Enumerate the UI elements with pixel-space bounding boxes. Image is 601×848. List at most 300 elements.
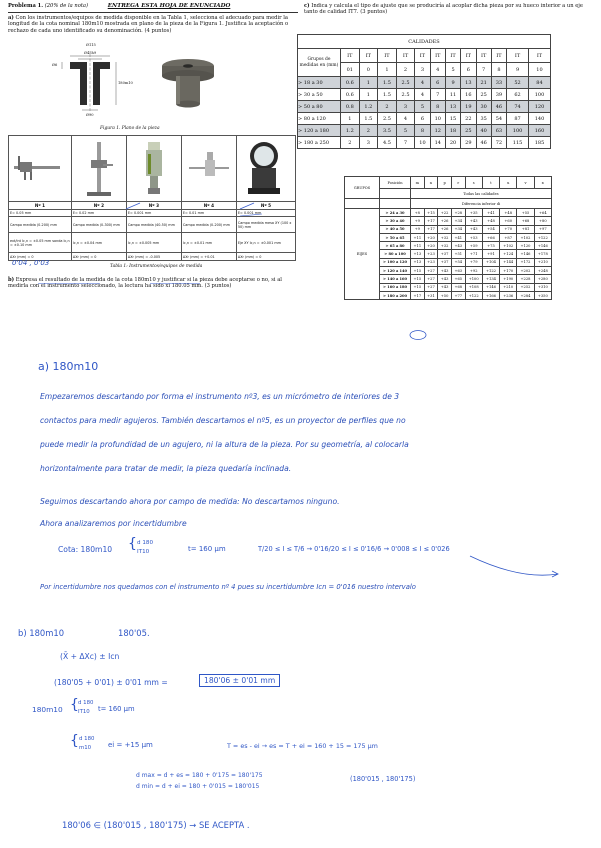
desviaciones-cell: +104: [482, 258, 499, 266]
calidades-cell: 39: [491, 89, 506, 101]
it-label: IT: [378, 49, 397, 63]
instrument-header-5: Nº 5: [236, 202, 295, 210]
desviaciones-cell: +100: [465, 275, 482, 283]
uncertainty-4: Ic,n = ±0.01 mm: [181, 233, 236, 253]
dim-label-5: Ø90: [86, 113, 94, 117]
dim-label-3: Ø6: [52, 63, 58, 67]
dim-label-4: 180m10: [118, 81, 133, 85]
calidades-cell: 2.5: [378, 113, 397, 125]
calidades-cell: 46: [476, 137, 491, 149]
calidades-cell: 4: [396, 113, 415, 125]
desviaciones-range: > 80 a 100: [380, 250, 411, 258]
delta-1: ΔXr (mm) = 0: [9, 253, 72, 261]
calidades-cell: 6: [430, 77, 445, 89]
desviaciones-cell: +11: [411, 233, 425, 241]
calidades-range: > 120 a 180: [298, 125, 341, 137]
question-b-label: b): [8, 277, 15, 283]
desviaciones-cell: +122: [482, 267, 499, 275]
desviaciones-cell: +34: [451, 217, 465, 225]
position-letter: v: [517, 177, 534, 189]
calidades-cell: 13: [445, 101, 460, 113]
it-label: IT: [396, 49, 415, 63]
calidades-cell: 21: [476, 77, 491, 89]
desviaciones-cell: +43: [465, 217, 482, 225]
answer-b-t-calc: T = es - ei → es = T + ei = 160 + 15 = 175 µm: [227, 742, 378, 750]
calidades-cell: 1: [359, 77, 378, 89]
calidades-cell: 160: [528, 125, 550, 137]
calidades-cell: 29: [461, 137, 476, 149]
desviaciones-cell: +17: [424, 225, 438, 233]
calidades-cell: 9: [445, 77, 460, 89]
calidades-range: > 180 a 250: [298, 137, 341, 149]
desviaciones-cell: +41: [482, 209, 499, 217]
answer-a-conclusion: Por incertidumbre nos quedamos con el instrumento nº 4 pues su incertidumbre Icn = 0'016 nuestro intervalo: [40, 583, 416, 591]
desviaciones-cell: +15: [411, 267, 425, 275]
desviaciones-cell: +66: [482, 233, 499, 241]
it-label: IT: [430, 49, 445, 63]
calidades-cell: 35: [476, 113, 491, 125]
figure-1-caption: Figura 1. Plano de la pieza: [100, 126, 160, 131]
range-4: Campo medida (0-200) mm: [181, 217, 236, 233]
calidades-cell: 8: [430, 101, 445, 113]
desviaciones-cell: +43: [438, 275, 452, 283]
desviaciones-cell: +310: [534, 283, 551, 291]
desviaciones-cell: +9: [411, 225, 425, 233]
all-grades-label: Todas las calidades: [411, 189, 552, 199]
desviaciones-cell: +54: [451, 258, 465, 266]
calidades-range: > 80 a 120: [298, 113, 341, 125]
desviaciones-cell: +79: [465, 258, 482, 266]
uncertainty-3: Ic,n = ±0.005 mm: [126, 233, 181, 253]
answer-a-heading: a) 180m10: [38, 360, 99, 373]
calidades-cell: 19: [461, 101, 476, 113]
desviaciones-cell: +55: [517, 209, 534, 217]
grade-cell: 8: [491, 63, 506, 77]
desviaciones-cell: +122: [534, 233, 551, 241]
desviaciones-range: > 50 a 65: [380, 233, 411, 241]
desviaciones-cell: +146: [534, 242, 551, 250]
calidades-cell: 3: [359, 137, 378, 149]
desviaciones-cell: +15: [411, 275, 425, 283]
desviaciones-cell: +170: [500, 267, 517, 275]
grade-cell: 9: [507, 63, 529, 77]
answer-a-cota: Cota: 180m10: [58, 545, 113, 554]
calidades-cell: 52: [507, 77, 529, 89]
calidades-cell: 2.5: [396, 89, 415, 101]
desviaciones-cell: +20: [424, 233, 438, 241]
desviaciones-cell: +17: [411, 291, 425, 299]
calidades-cell: 10: [430, 113, 445, 125]
desviaciones-cell: +37: [438, 250, 452, 258]
desviaciones-cell: +166: [482, 291, 499, 299]
brace: {: [70, 697, 79, 713]
desviaciones-cell: +124: [500, 250, 517, 258]
calidades-range: > 30 a 50: [298, 89, 341, 101]
position-letter: m: [411, 177, 425, 189]
desviaciones-range: > 160 a 180: [380, 283, 411, 291]
desviaciones-cell: +134: [482, 275, 499, 283]
desviaciones-cell: +50: [438, 291, 452, 299]
calidades-cell: 2.5: [396, 77, 415, 89]
desviaciones-cell: +75: [482, 242, 499, 250]
calidades-cell: 11: [445, 89, 460, 101]
problem-points: (20% de la nota): [44, 3, 89, 9]
desviaciones-cell: +32: [438, 242, 452, 250]
answer-a-line-5: Seguimos descartando ahora por campo de medida: No descartamos ninguno.: [40, 497, 340, 506]
problem-title: Problema 1.: [8, 3, 44, 9]
instrument-header-2: Nº 2: [71, 202, 126, 210]
calidades-cell: 25: [476, 89, 491, 101]
delta-4: ΔXr (mm) = +0.01: [181, 253, 236, 261]
brace: {: [128, 536, 137, 552]
calidades-cell: 15: [445, 113, 460, 125]
calidades-range: > 18 a 30: [298, 77, 341, 89]
desviaciones-cell: +120: [517, 242, 534, 250]
instrument-header-1: Nº 1: [9, 202, 72, 210]
question-b-text: Expresa el resultado de la medida de la cota 180m10 y justificar si la pieza debe aceptarse o no, si al medirla con el instrumento seleccionado, la lectura ha sido xi 180.05 mm. (3 puntos): [8, 277, 282, 290]
desviaciones-cell: +26: [438, 217, 452, 225]
desviaciones-cell: +70: [500, 225, 517, 233]
answer-b-brace1-label: 180m10: [32, 705, 63, 714]
desviaciones-cell: +37: [438, 258, 452, 266]
calidades-cell: 1.5: [359, 113, 378, 125]
question-c-text: Indica y calcula el tipo de ajuste que se produciría al acoplar dicha pieza por su hueco interior a un eje tanto de calidad IT7. (3 puntos): [304, 3, 583, 16]
position-letter: r: [451, 177, 465, 189]
calidades-cell: 1.2: [359, 101, 378, 113]
position-letter: u: [500, 177, 517, 189]
desviaciones-cell: +280: [534, 275, 551, 283]
desviaciones-range: > 24 a 30: [380, 209, 411, 217]
grade-cell: 4: [430, 63, 445, 77]
calidades-cell: 4.5: [378, 137, 397, 149]
desviaciones-cell: +43: [438, 267, 452, 275]
desviaciones-range: > 30 a 40: [380, 217, 411, 225]
position-letter: t: [482, 177, 499, 189]
handout-note: ENTREGA ESTA HOJA DE ENUNCIADO: [107, 3, 231, 9]
desviaciones-cell: +178: [534, 250, 551, 258]
it-label: IT: [359, 49, 378, 63]
calidades-cell: 115: [507, 137, 529, 149]
ejes-label: EIJES: [345, 209, 380, 300]
calidades-cell: 1.5: [378, 89, 397, 101]
calidades-cell: 2: [359, 125, 378, 137]
desviaciones-cell: +65: [451, 275, 465, 283]
position-label: Posición: [380, 177, 411, 189]
it-label: IT: [341, 49, 360, 63]
groups-header: GRUPOS: [345, 177, 380, 199]
calidades-cell: 18: [445, 125, 460, 137]
desviaciones-cell: +102: [517, 233, 534, 241]
resolution-2: E= 0.02 mm: [71, 210, 126, 217]
it-label: IT: [476, 49, 491, 63]
desviaciones-cell: +32: [438, 233, 452, 241]
desviaciones-cell: +71: [465, 250, 482, 258]
desviaciones-cell: +23: [424, 250, 438, 258]
desviaciones-cell: +48: [482, 217, 499, 225]
calidades-cell: 3.5: [378, 125, 397, 137]
calidades-cell: 4: [415, 77, 430, 89]
range-3: Campo medida (40-50) mm: [126, 217, 181, 233]
calidades-cell: 100: [528, 89, 550, 101]
it-label: IT: [528, 49, 550, 63]
range-2: Campo medida (0-300) mm: [71, 217, 126, 233]
calidades-cell: 7: [396, 137, 415, 149]
desviaciones-range: > 65 a 80: [380, 242, 411, 250]
answer-a-line-3: puede medir la profundidad de un agujero, ni la altura de la pieza. Por su geometría, al colocarla: [40, 440, 409, 449]
calidades-cell: 63: [491, 125, 506, 137]
question-c-label: c): [304, 3, 310, 9]
desviaciones-cell: +210: [500, 283, 517, 291]
calidades-cell: 5: [396, 125, 415, 137]
grade-cell: 0: [359, 63, 378, 77]
uncertainty-5: Eje XY Ic,n = ±0.001 mm: [236, 233, 295, 253]
answer-a-line-2: contactos para medir agujeros. También descartamos el nº5, es un proyector de perfiles que no: [40, 416, 406, 425]
desviaciones-cell: +284: [517, 291, 534, 299]
calidades-cell: 2: [341, 137, 360, 149]
calidades-cell: 46: [491, 101, 506, 113]
answer-b-final: 180'06 ∈ (180'015 , 180'175) → SE ACEPTA .: [62, 820, 250, 830]
desviaciones-cell: +11: [411, 242, 425, 250]
desviaciones-cell: +41: [451, 233, 465, 241]
desviaciones-cell: +22: [438, 209, 452, 217]
desviaciones-cell: +172: [517, 258, 534, 266]
calidades-cell: 20: [445, 137, 460, 149]
calidades-cell: 3: [396, 101, 415, 113]
desviaciones-cell: +146: [482, 283, 499, 291]
calidades-cell: 22: [461, 113, 476, 125]
answer-b-heading: b) 180m10: [18, 628, 65, 638]
desviaciones-cell: +228: [517, 275, 534, 283]
delta-5: ΔXr (mm) = 0: [236, 253, 295, 261]
answer-b-interval: (180'015 , 180'175): [350, 775, 416, 783]
desviaciones-cell: +34: [451, 225, 465, 233]
answer-a-inequality: T/20 ≤ I ≤ T/6 → 0'16/20 ≤ I ≤ 0'16/6 → 0'008 ≤ I ≤ 0'026: [258, 545, 450, 553]
dim-label-1: Ø115: [86, 43, 96, 47]
desviaciones-cell: +210: [534, 258, 551, 266]
calidades-cell: 1: [359, 89, 378, 101]
it-label: IT: [445, 49, 460, 63]
desviaciones-cell: +350: [534, 291, 551, 299]
grade-cell: 7: [476, 63, 491, 77]
calidades-cell: 1: [341, 113, 360, 125]
desviaciones-cell: +43: [438, 283, 452, 291]
calidades-range: > 50 a 80: [298, 101, 341, 113]
calidades-cell: 54: [491, 113, 506, 125]
deviation-label: Diferencia inferior di: [411, 199, 552, 209]
calidades-cell: 62: [507, 89, 529, 101]
calidades-cell: 14: [430, 137, 445, 149]
position-letter: p: [438, 177, 452, 189]
calidades-cell: 7: [430, 89, 445, 101]
uncertainty-2: Ic,n = ±0.04 mm: [71, 233, 126, 253]
position-letter: n: [424, 177, 438, 189]
answer-b-ei: ei = +15 µm: [108, 741, 153, 749]
desviaciones-cell: +54: [482, 225, 499, 233]
desviaciones-cell: +77: [451, 291, 465, 299]
desviaciones-cell: +35: [465, 209, 482, 217]
answer-a-line-1: Empezaremos descartando por forma el instrumento nº3, es un micrómetro de interiores de 3: [40, 392, 400, 401]
desviaciones-cell: +48: [500, 209, 517, 217]
calidades-cell: 74: [507, 101, 529, 113]
delta-3: ΔXr (mm) = -0.005: [126, 253, 181, 261]
grade-cell: 3: [415, 63, 430, 77]
calidades-cell: 8: [415, 125, 430, 137]
calidades-cell: 72: [491, 137, 506, 149]
calidades-cell: 0.8: [341, 101, 360, 113]
desviaciones-cell: +63: [451, 267, 465, 275]
answer-b-dmax: d max = d + es = 180 + 0'175 = 180'175: [136, 772, 263, 779]
desviaciones-cell: +248: [534, 267, 551, 275]
handwritten-table-note: 0'04 , 0'03: [12, 259, 50, 267]
position-letter: x: [534, 177, 551, 189]
desviaciones-cell: +102: [500, 242, 517, 250]
desviaciones-cell: +26: [438, 225, 452, 233]
desviaciones-cell: +92: [465, 267, 482, 275]
calidades-cell: 0.6: [341, 77, 360, 89]
desviaciones-cell: +15: [424, 209, 438, 217]
resolution-4: E= 0.01 mm: [181, 210, 236, 217]
desviaciones-cell: +144: [500, 258, 517, 266]
desviaciones-cell: +27: [424, 275, 438, 283]
desviaciones-cell: +13: [411, 250, 425, 258]
calidades-cell: 2: [378, 101, 397, 113]
uncertainty-1: ext/int Ic,n = ±0.05 mm sonda Ic,n = ±0.10 mm: [9, 233, 72, 253]
desviaciones-cell: +252: [517, 283, 534, 291]
range-1: Campo medida (0-200) mm: [9, 217, 72, 233]
answer-b-brace2-bot: m10: [79, 745, 92, 751]
calidades-cell: 13: [461, 77, 476, 89]
calidades-cell: 16: [461, 89, 476, 101]
desviaciones-cell: +91: [482, 250, 499, 258]
grade-cell: 01: [341, 63, 360, 77]
question-a-label: a): [8, 15, 14, 21]
calidades-cell: 100: [507, 125, 529, 137]
instrument-header-3: Nº 3: [126, 202, 181, 210]
desviaciones-cell: +146: [517, 250, 534, 258]
desviaciones-cell: +81: [517, 225, 534, 233]
desviaciones-range: > 120 a 140: [380, 267, 411, 275]
calidades-cell: 87: [507, 113, 529, 125]
answer-b-formula: (X̄ + ΔXc) ± Icn: [60, 652, 120, 661]
it-label: IT: [461, 49, 476, 63]
calidades-title: CALIDADES: [298, 35, 551, 49]
calidades-cell: 185: [528, 137, 550, 149]
answer-b-brace1-bot: IT10: [78, 709, 90, 715]
desviaciones-cell: +60: [500, 217, 517, 225]
grade-cell: 5: [445, 63, 460, 77]
answer-b-brace2-top: d 180: [79, 736, 95, 742]
desviaciones-cell: +68: [517, 217, 534, 225]
desviaciones-cell: +51: [451, 250, 465, 258]
calidades-cell: 25: [461, 125, 476, 137]
resolution-1: E= 0.05 mm: [9, 210, 72, 217]
calidades-cell: 0.6: [341, 89, 360, 101]
desviaciones-cell: +190: [500, 275, 517, 283]
desviaciones-cell: +20: [424, 242, 438, 250]
range-5: Campo medida mesa XY (100 x 50) mm: [236, 217, 295, 233]
answer-a-line-4: horizontalmente para tratar de medir, la pieza quedaría inclinada.: [40, 464, 292, 473]
calidades-cell: 1.5: [378, 77, 397, 89]
answer-b-result-box: 180'06 ± 0'01 mm: [199, 674, 280, 687]
desviaciones-range: > 180 a 200: [380, 291, 411, 299]
desviaciones-cell: +43: [465, 225, 482, 233]
it-label: IT: [507, 49, 529, 63]
grade-cell: 1: [378, 63, 397, 77]
answer-b-reading: 180'05.: [118, 628, 150, 638]
answer-b-dmin: d min = d + ei = 180 + 0'015 = 180'015: [136, 783, 260, 790]
desviaciones-range: > 140 a 160: [380, 275, 411, 283]
desviaciones-cell: +236: [500, 291, 517, 299]
position-letter: s: [465, 177, 482, 189]
desviaciones-cell: +122: [465, 291, 482, 299]
calidades-cell: 6: [415, 113, 430, 125]
desviaciones-cell: +8: [411, 209, 425, 217]
it-label: IT: [415, 49, 430, 63]
instrument-header-4: Nº 4: [181, 202, 236, 210]
calidades-cell: 140: [528, 113, 550, 125]
question-a-text: Con los instrumentos/equipos de medida disponible en la Tabla 1, selecciona el adecuado para medir la longitud de la cota nominal 180m10 mostrada en plano de la pieza de la Figura 1. Justifica la aceptación o rechazo de cada uno identificado su denominación. (4 puntos): [8, 15, 289, 34]
calidades-cell: 5: [415, 101, 430, 113]
desviaciones-cell: +9: [411, 217, 425, 225]
desviaciones-cell: +43: [451, 242, 465, 250]
desviaciones-cell: +64: [534, 209, 551, 217]
desviaciones-cell: +13: [411, 258, 425, 266]
calidades-cell: 120: [528, 101, 550, 113]
grade-cell: 2: [396, 63, 415, 77]
desviaciones-range: > 100 a 120: [380, 258, 411, 266]
grade-cell: 6: [461, 63, 476, 77]
table-1-caption: Tabla 1: Instrumentos/equipos de medida: [110, 264, 203, 269]
desviaciones-cell: +31: [424, 291, 438, 299]
desviaciones-cell: +23: [424, 258, 438, 266]
desviaciones-cell: +27: [424, 267, 438, 275]
calidades-cell: 4: [415, 89, 430, 101]
answer-b-brace1-t: t= 160 µm: [98, 705, 135, 713]
desviaciones-cell: +15: [411, 283, 425, 291]
calidades-cell: 10: [415, 137, 430, 149]
grade-cell: 10: [528, 63, 550, 77]
resolution-3: E= 0.001 mm: [126, 210, 181, 217]
desviaciones-cell: +68: [451, 283, 465, 291]
desviaciones-cell: +17: [424, 217, 438, 225]
calidades-cell: 33: [491, 77, 506, 89]
desviaciones-cell: +87: [500, 233, 517, 241]
calidades-cell: 1.2: [341, 125, 360, 137]
answer-a-line-6: Ahora analizaremos por incertidumbre: [40, 519, 187, 528]
resolution-5: E= 0.001 mm: [236, 210, 295, 217]
calidades-row-header: Grupos de medidas en (mm): [298, 49, 341, 77]
calidades-cell: 40: [476, 125, 491, 137]
desviaciones-cell: +53: [465, 233, 482, 241]
desviaciones-range: > 40 a 50: [380, 225, 411, 233]
answer-b-expression: (180'05 + 0'01) ± 0'01 mm =: [54, 678, 168, 687]
answer-a-brace-top: d 180: [137, 540, 154, 546]
delta-2: ΔXr (mm) = 0: [71, 253, 126, 261]
answer-a-t: t= 160 µm: [188, 545, 226, 553]
desviaciones-cell: +202: [517, 267, 534, 275]
desviaciones-cell: +27: [424, 283, 438, 291]
dim-label-2: Ø45h9: [84, 51, 97, 55]
answer-a-brace-bot: IT10: [137, 549, 150, 555]
desviaciones-cell: +59: [465, 242, 482, 250]
calidades-cell: 12: [430, 125, 445, 137]
desviaciones-cell: +108: [465, 283, 482, 291]
desviaciones-cell: +80: [534, 217, 551, 225]
it-label: IT: [491, 49, 506, 63]
calidades-cell: 84: [528, 77, 550, 89]
answer-b-brace1-top: d 180: [78, 700, 94, 706]
desviaciones-cell: +28: [451, 209, 465, 217]
